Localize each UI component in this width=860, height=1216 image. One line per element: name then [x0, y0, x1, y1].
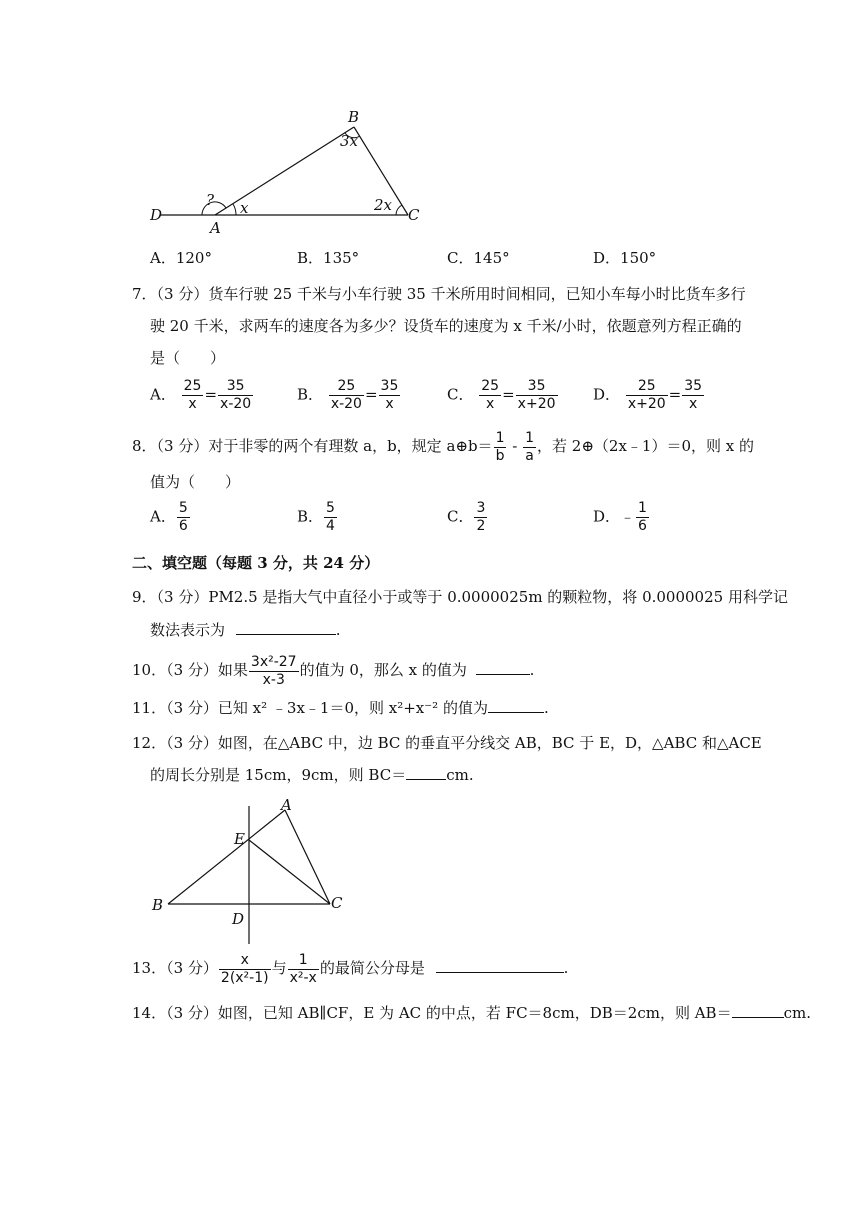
point-label-d: D — [232, 910, 245, 928]
denominator: x — [385, 396, 394, 412]
q8-option-a[interactable] — [150, 500, 191, 535]
q11-line — [132, 698, 549, 718]
period: . — [543, 699, 549, 717]
numerator: 35 — [516, 378, 558, 396]
numerator: 1 — [638, 500, 647, 516]
numerator: 5 — [326, 500, 335, 516]
denominator: x-20 — [330, 396, 362, 412]
denominator: x+20 — [517, 396, 556, 412]
q13-text-pre: 13．（3 分） — [132, 959, 218, 977]
angle-label-3x: 3x — [340, 132, 359, 150]
q9-text: 数法表示为 — [150, 621, 226, 639]
point-label-d: D — [150, 206, 163, 224]
option-letter: C． — [447, 507, 474, 526]
q14-text-pre: 14．（3 分）如图，已知 AB∥CF，E 为 AC 的中点，若 FC＝8cm，DB＝2cm，则 AB＝ — [132, 1004, 732, 1022]
vertex-label-b: B — [348, 108, 360, 126]
q7-option-b[interactable] — [297, 378, 401, 413]
minus-sign: - — [507, 437, 523, 455]
q6-option-a[interactable]: A．120° — [150, 249, 212, 267]
numerator: 5 — [178, 500, 188, 516]
vertex-label-a: A — [210, 219, 221, 237]
answer-blank[interactable] — [406, 778, 446, 780]
answer-blank[interactable] — [476, 673, 530, 675]
angle-label-2x: 2x — [374, 196, 393, 214]
numerator: 3x²-27 — [250, 653, 297, 670]
denominator: x²-x — [289, 969, 317, 986]
denominator: x — [486, 396, 495, 412]
q8-line1 — [132, 426, 754, 466]
answer-blank[interactable] — [236, 633, 336, 635]
q7-line2: 驶 20 千米，求两车的速度各为多少？设货车的速度为 x 千米/小时，依题意列方程正确的 — [150, 317, 742, 335]
section-heading: 二、填空题（每题 3 分，共 24 分） — [132, 554, 380, 572]
numerator: 25 — [626, 378, 668, 396]
option-letter: B． — [297, 507, 324, 526]
negative-sign: ﹣ — [620, 507, 636, 526]
q13-line — [132, 946, 568, 990]
q10-text-post: 的值为 0，那么 x 的值为 — [299, 661, 467, 679]
q6-option-d[interactable]: D．150° — [593, 249, 657, 267]
numerator: 1 — [495, 429, 505, 446]
answer-blank[interactable] — [436, 971, 564, 973]
option-letter: A． — [150, 385, 176, 404]
angle-label-x: x — [240, 199, 249, 217]
q13-text-mid: 与 — [271, 959, 287, 977]
q8-text-pre: 8．（3 分）对于非零的两个有理数 a，b，规定 a⊕b＝ — [132, 437, 493, 455]
perpendicular-bisector-figure — [145, 798, 355, 948]
denominator: x+20 — [627, 396, 666, 412]
angle-label-question: ? — [206, 191, 215, 209]
q8-text-post: ，若 2⊕（2x﹣1）＝0，则 x 的 — [537, 437, 754, 455]
denominator: 4 — [326, 518, 335, 534]
q8-option-b[interactable] — [297, 500, 338, 535]
triangle-angle-figure — [140, 100, 440, 240]
denominator: x-20 — [220, 396, 252, 412]
equals-sign: = — [502, 385, 515, 404]
numerator: 35 — [380, 378, 399, 394]
option-letter: A． — [150, 507, 176, 526]
q6-option-b[interactable]: B．135° — [297, 249, 360, 267]
q7-line3: 是（ ） — [150, 349, 226, 367]
vertex-label-a: A — [281, 798, 292, 814]
answer-blank[interactable] — [488, 711, 544, 713]
denominator: 6 — [638, 518, 647, 534]
numerator: 1 — [525, 429, 535, 446]
equals-sign: = — [668, 385, 682, 404]
q8-option-d[interactable] — [593, 500, 650, 535]
numerator: 25 — [329, 378, 364, 396]
numerator: 3 — [476, 500, 486, 516]
period: . — [563, 959, 569, 977]
denominator: a — [525, 447, 534, 464]
denominator: x — [188, 396, 197, 412]
q9-line2 — [150, 620, 341, 640]
q7-option-a[interactable] — [150, 378, 254, 413]
numerator: 35 — [218, 378, 253, 396]
q8-option-c[interactable] — [447, 500, 488, 535]
numerator: x — [219, 952, 271, 970]
denominator: x-3 — [262, 671, 285, 688]
denominator: x — [689, 396, 698, 412]
numerator: 1 — [288, 952, 319, 970]
denominator: b — [495, 447, 505, 464]
q7-line1: 7．（3 分）货车行驶 25 千米与小车行驶 35 千米所用时间相同，已知小车每小时比货车多行 — [132, 285, 746, 303]
denominator: 2(x²-1) — [220, 969, 269, 986]
vertex-label-c: C — [331, 894, 343, 912]
q14-line — [132, 1003, 811, 1023]
q7-option-d[interactable] — [593, 378, 705, 413]
q12-line2 — [150, 765, 474, 785]
numerator: 25 — [481, 378, 500, 394]
equals-sign: = — [364, 385, 378, 404]
period: . — [529, 661, 535, 679]
numerator: 25 — [183, 378, 202, 394]
option-letter: C． — [447, 385, 474, 404]
q10-line — [132, 650, 534, 690]
denominator: 6 — [178, 518, 188, 534]
q12-text-post: cm. — [446, 766, 474, 784]
option-letter: D． — [593, 385, 621, 404]
q11-text: 11．（3 分）已知 x² ﹣3x﹣1＝0，则 x²+x⁻² 的值为 — [132, 699, 488, 717]
q12-text-pre: 的周长分别是 15cm，9cm，则 BC＝ — [150, 766, 407, 784]
period: . — [335, 621, 341, 639]
q12-line1: 12．（3 分）如图，在△ABC 中，边 BC 的垂直平分线交 AB，BC 于 E，D，△ABC 和△ACE — [132, 734, 762, 752]
q7-option-c[interactable] — [447, 378, 559, 413]
denominator: 2 — [476, 518, 486, 534]
answer-blank[interactable] — [732, 1016, 784, 1018]
q13-text-post: 的最简公分母是 — [319, 959, 425, 977]
point-label-e: E — [234, 830, 245, 848]
vertex-label-c: C — [408, 206, 420, 224]
q9-line1: 9．（3 分）PM2.5 是指大气中直径小于或等于 0.0000025m 的颗粒物，将 0.0000025 用科学记 — [132, 588, 788, 606]
q10-text-pre: 10．（3 分）如果 — [132, 661, 248, 679]
vertex-label-b: B — [152, 896, 164, 914]
numerator: 35 — [684, 378, 703, 394]
option-letter: B． — [297, 385, 324, 404]
equals-sign: = — [204, 385, 218, 404]
option-letter: D． — [593, 507, 621, 526]
q6-option-c[interactable]: C．145° — [447, 249, 510, 267]
q8-line2: 值为（ ） — [150, 473, 241, 491]
q14-text-post: cm. — [783, 1004, 811, 1022]
